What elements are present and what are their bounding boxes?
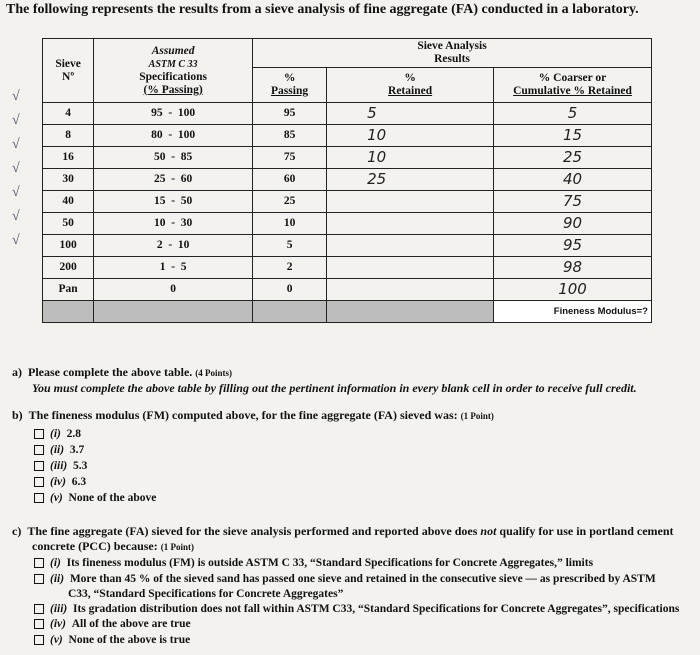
table-row bbox=[43, 147, 652, 169]
spec-range: 80 - 100 bbox=[94, 125, 253, 147]
intro-text: The following represents the results from a sieve analysis of fine aggregate (FA) conducted in a laboratory. bbox=[6, 2, 639, 17]
table-row bbox=[43, 257, 652, 279]
percent-passing: 60 bbox=[253, 169, 327, 191]
table-header-row-1 bbox=[43, 39, 652, 68]
cumulative-retained: 25 bbox=[494, 147, 652, 169]
cumulative-retained: 90 bbox=[494, 213, 652, 235]
cumulative-retained: 75 bbox=[494, 191, 652, 213]
checkbox[interactable] bbox=[34, 619, 44, 629]
table-row bbox=[43, 279, 652, 301]
percent-retained: 10 bbox=[327, 125, 494, 147]
percent-passing: 25 bbox=[253, 191, 327, 213]
checkbox[interactable] bbox=[34, 429, 44, 439]
percent-passing: 0 bbox=[253, 279, 327, 301]
sieve-number: 100 bbox=[43, 235, 94, 257]
question-b-option[interactable]: (v) None of the above bbox=[34, 491, 156, 506]
percent-passing: 85 bbox=[253, 125, 327, 147]
question-a: a) Please complete the above table. (4 Points) You must complete the above table by filling out the pertinent information in every blank cell in order to receive full credit. bbox=[12, 365, 637, 395]
fineness-row bbox=[43, 301, 652, 323]
percent-passing: 2 bbox=[253, 257, 327, 279]
percent-retained: 5 bbox=[327, 103, 494, 125]
percent-retained bbox=[327, 191, 494, 213]
sieve-number: Pan bbox=[43, 279, 94, 301]
question-b-option[interactable]: (i) 2.8 bbox=[34, 427, 81, 442]
spec-range: 50 - 85 bbox=[94, 147, 253, 169]
question-c-option[interactable]: (v) None of the above is true bbox=[34, 633, 694, 648]
checkbox[interactable] bbox=[34, 493, 44, 503]
table-row bbox=[43, 169, 652, 191]
spec-range: 2 - 10 bbox=[94, 235, 253, 257]
cumulative-header: % Coarser or Cumulative % Retained bbox=[494, 68, 652, 103]
question-c-option[interactable]: (ii) More than 45 % of the sieved sand has passed one sieve and retained in the consecutive sieve — as prescribed by ASTM C33, “Standard Specifications for Concrete Aggregates” bbox=[34, 572, 694, 602]
question-c-option[interactable]: (iv) All of the above are true bbox=[34, 617, 694, 632]
percent-passing: 5 bbox=[253, 235, 327, 257]
sieve-header: Sieve Nº bbox=[43, 39, 94, 103]
percent-retained bbox=[327, 213, 494, 235]
checkbox[interactable] bbox=[34, 574, 44, 584]
spec-range: 10 - 30 bbox=[94, 213, 253, 235]
percent-retained bbox=[327, 235, 494, 257]
sieve-number: 40 bbox=[43, 191, 94, 213]
sieve-number: 200 bbox=[43, 257, 94, 279]
percent-retained bbox=[327, 257, 494, 279]
percent-retained bbox=[327, 279, 494, 301]
percent-passing: 95 bbox=[253, 103, 327, 125]
cumulative-retained: 100 bbox=[494, 279, 652, 301]
spec-range: 0 bbox=[94, 279, 253, 301]
table-row bbox=[43, 103, 652, 125]
cumulative-retained: 95 bbox=[494, 235, 652, 257]
results-header: Sieve Analysis Results bbox=[253, 39, 652, 68]
spec-range: 1 - 5 bbox=[94, 257, 253, 279]
sieve-number: 16 bbox=[43, 147, 94, 169]
checkbox[interactable] bbox=[34, 445, 44, 455]
passing-header: % Passing bbox=[253, 68, 327, 103]
question-c-option[interactable]: (iii) Its gradation distribution does not fall within ASTM C33, “Standard Specifications for Concrete Aggregates”, specifications bbox=[34, 602, 694, 617]
question-b-option[interactable]: (ii) 3.7 bbox=[34, 443, 84, 458]
checkbox[interactable] bbox=[34, 477, 44, 487]
spec-range: 25 - 60 bbox=[94, 169, 253, 191]
question-b: b) The fineness modulus (FM) computed above, for the fine aggregate (FA) sieved was: (1 Point) bbox=[12, 408, 494, 422]
question-c: c) The fine aggregate (FA) sieved for the sieve analysis performed and reported above does not qualify for use in portland cement concrete (PCC) because: (1 Point) bbox=[12, 524, 674, 553]
sieve-number: 4 bbox=[43, 103, 94, 125]
checkbox[interactable] bbox=[34, 635, 44, 645]
fineness-modulus-label: Fineness Modulus=? bbox=[494, 301, 652, 323]
spec-range: 95 - 100 bbox=[94, 103, 253, 125]
question-b-option[interactable]: (iv) 6.3 bbox=[34, 475, 86, 490]
percent-passing: 10 bbox=[253, 213, 327, 235]
table-row bbox=[43, 125, 652, 147]
sieve-number: 50 bbox=[43, 213, 94, 235]
handwritten-check-marks: √ √ √ √ √ √ √ bbox=[12, 89, 20, 248]
cumulative-retained: 40 bbox=[494, 169, 652, 191]
table-row bbox=[43, 191, 652, 213]
table-row bbox=[43, 235, 652, 257]
cumulative-retained: 98 bbox=[494, 257, 652, 279]
sieve-number: 30 bbox=[43, 169, 94, 191]
percent-retained: 25 bbox=[327, 169, 494, 191]
cumulative-retained: 5 bbox=[494, 103, 652, 125]
retained-header: % Retained bbox=[327, 68, 494, 103]
checkbox[interactable] bbox=[34, 461, 44, 471]
percent-retained: 10 bbox=[327, 147, 494, 169]
question-b-option[interactable]: (iii) 5.3 bbox=[34, 459, 87, 474]
table-row bbox=[43, 213, 652, 235]
checkbox[interactable] bbox=[34, 558, 44, 568]
question-c-option[interactable]: (i) Its fineness modulus (FM) is outside ASTM C 33, “Standard Specifications for Concrete Aggregates,” limits bbox=[34, 556, 694, 571]
checkbox[interactable] bbox=[34, 604, 44, 614]
percent-passing: 75 bbox=[253, 147, 327, 169]
question-a-instruction: You must complete the above table by filling out the pertinent information in every blank cell in order to receive full credit. bbox=[32, 381, 637, 395]
cumulative-retained: 15 bbox=[494, 125, 652, 147]
sieve-number: 8 bbox=[43, 125, 94, 147]
spec-header: Assumed ASTM C 33 Specifications (% Passing) bbox=[94, 39, 253, 103]
spec-range: 15 - 50 bbox=[94, 191, 253, 213]
sieve-analysis-table bbox=[42, 38, 652, 323]
